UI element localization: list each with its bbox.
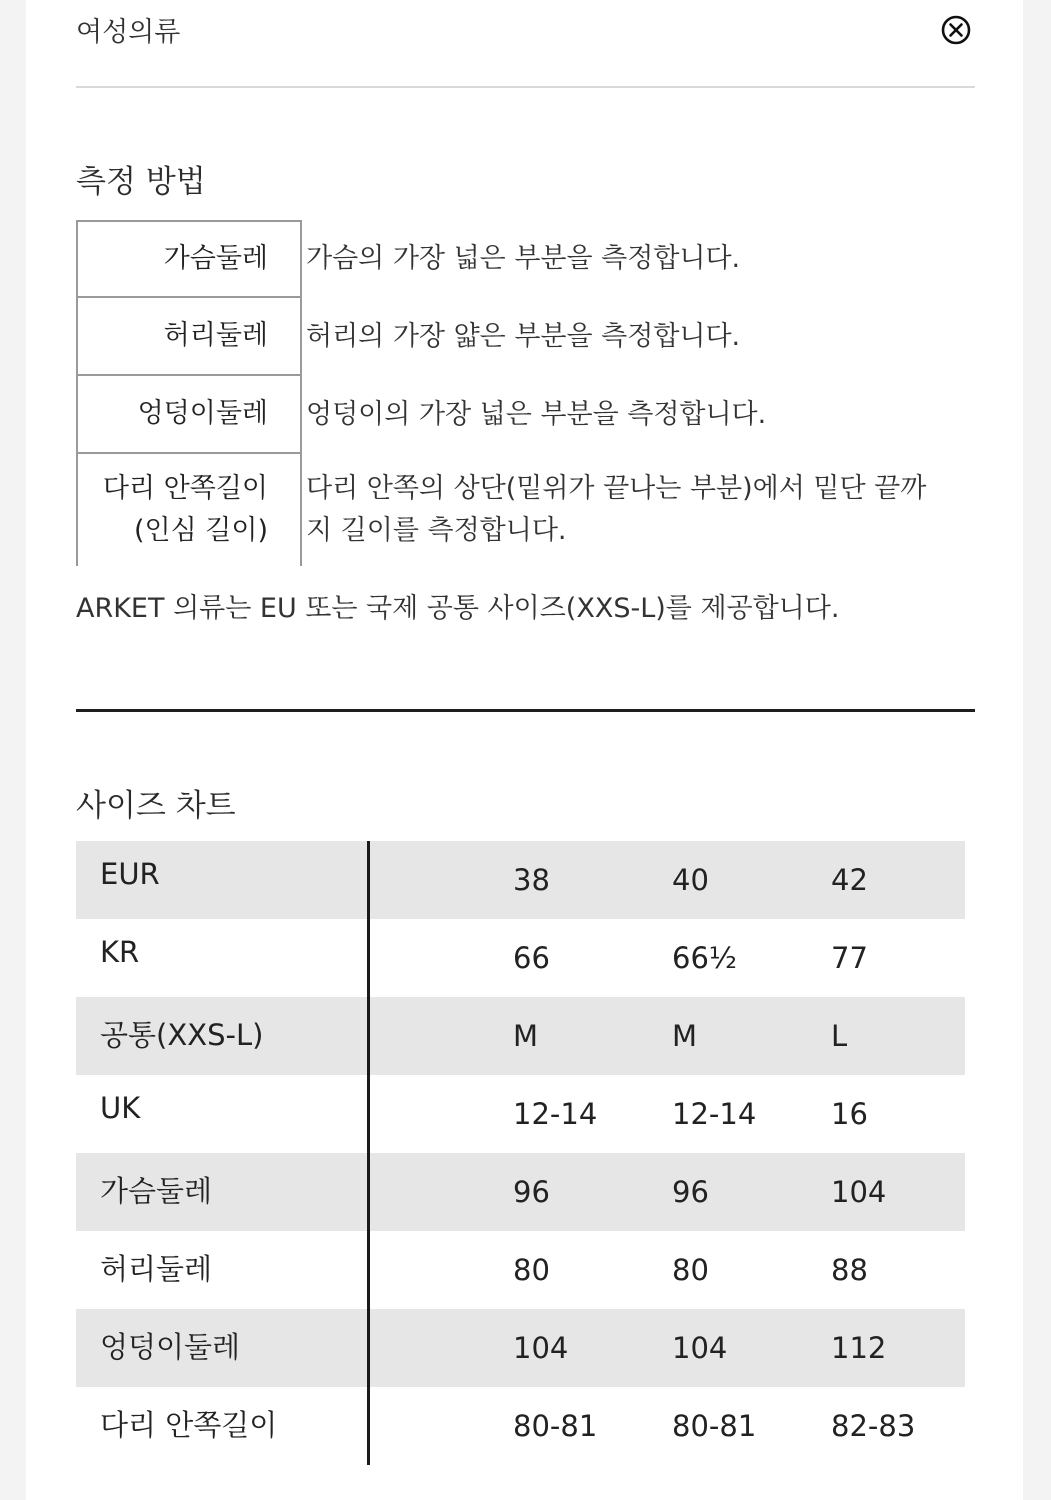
- row-label: 허리둘레: [100, 1252, 213, 1286]
- table-cell: 80: [672, 1253, 709, 1287]
- table-cell: 16: [831, 1097, 868, 1131]
- row-label: EUR: [100, 857, 160, 891]
- measure-description: [302, 454, 936, 552]
- table-row: [76, 919, 965, 997]
- table-cell: 88: [831, 1253, 868, 1287]
- table-row: [76, 1387, 965, 1465]
- measure-label: [76, 298, 302, 376]
- table-cell: M: [672, 1019, 698, 1053]
- table-cell: 80: [513, 1253, 550, 1287]
- measure-label: [76, 454, 302, 566]
- section-divider: [76, 709, 975, 712]
- table-row: [76, 841, 965, 919]
- measure-label: [76, 376, 302, 454]
- panel-title: 여성의류: [76, 17, 181, 48]
- measure-label-text: 다리 안쪽길이: [102, 473, 268, 504]
- scroll-column-divider: [367, 841, 370, 1465]
- measure-description: 가슴의 가장 넓은 부분을 측정합니다.: [306, 243, 741, 274]
- measure-description: 허리의 가장 얇은 부분을 측정합니다.: [306, 321, 741, 352]
- measure-description: 엉덩이의 가장 넓은 부분을 측정합니다.: [306, 399, 767, 430]
- table-cell: 112: [831, 1331, 887, 1365]
- measure-label-subtext: (인심 길이): [134, 515, 268, 546]
- table-cell: 66½: [672, 941, 738, 975]
- size-guide-panel: [26, 0, 1023, 1500]
- size-chart-heading: 사이즈 차트: [76, 788, 236, 824]
- measure-label-text: 가슴둘레: [163, 243, 268, 274]
- table-cell: 104: [831, 1175, 887, 1209]
- row-label: UK: [100, 1091, 141, 1125]
- close-circle-icon: [940, 14, 972, 46]
- measure-row-inseam: [76, 454, 946, 566]
- measurement-table: [76, 220, 946, 566]
- table-cell: 96: [513, 1175, 550, 1209]
- close-button[interactable]: [940, 14, 972, 46]
- row-label: 가슴둘레: [100, 1174, 213, 1208]
- header-divider: [76, 86, 975, 88]
- table-row: [76, 997, 965, 1075]
- table-row: [76, 1309, 965, 1387]
- table-cell: L: [831, 1019, 848, 1053]
- measure-row-chest: [76, 220, 946, 298]
- table-cell: 40: [672, 863, 709, 897]
- measure-label-text: 허리둘레: [163, 320, 268, 351]
- table-cell: 77: [831, 941, 868, 975]
- table-cell: 80-81: [513, 1409, 598, 1443]
- size-note: ARKET 의류는 EU 또는 국제 공통 사이즈(XXS-L)를 제공합니다.: [76, 593, 840, 624]
- measure-label: [76, 220, 302, 298]
- measure-heading: 측정 방법: [76, 164, 206, 200]
- table-cell: 96: [672, 1175, 709, 1209]
- table-cell: 42: [831, 863, 868, 897]
- table-cell: 12-14: [672, 1097, 757, 1131]
- measure-row-waist: [76, 298, 946, 376]
- measure-description-line: 지 길이를 측정합니다.: [306, 515, 567, 546]
- table-row: [76, 1153, 965, 1231]
- measure-description-line: 다리 안쪽의 상단(밑위가 끝나는 부분)에서 밑단 끝까: [306, 473, 927, 504]
- table-cell: 104: [513, 1331, 569, 1365]
- table-cell: 38: [513, 863, 550, 897]
- table-cell: 82-83: [831, 1409, 916, 1443]
- table-row: [76, 1075, 965, 1153]
- measure-label-text: 엉덩이둘레: [137, 398, 268, 429]
- size-chart-table[interactable]: [76, 841, 965, 1465]
- row-label: 공통(XXS-L): [100, 1018, 264, 1052]
- table-cell: M: [513, 1019, 539, 1053]
- measure-row-hip: [76, 376, 946, 454]
- table-cell: 80-81: [672, 1409, 757, 1443]
- table-row: [76, 1231, 965, 1309]
- table-cell: 12-14: [513, 1097, 598, 1131]
- table-cell: 104: [672, 1331, 728, 1365]
- row-label: 엉덩이둘레: [100, 1330, 241, 1364]
- table-cell: 66: [513, 941, 550, 975]
- row-label: KR: [100, 935, 140, 969]
- row-label: 다리 안쪽길이: [100, 1408, 278, 1442]
